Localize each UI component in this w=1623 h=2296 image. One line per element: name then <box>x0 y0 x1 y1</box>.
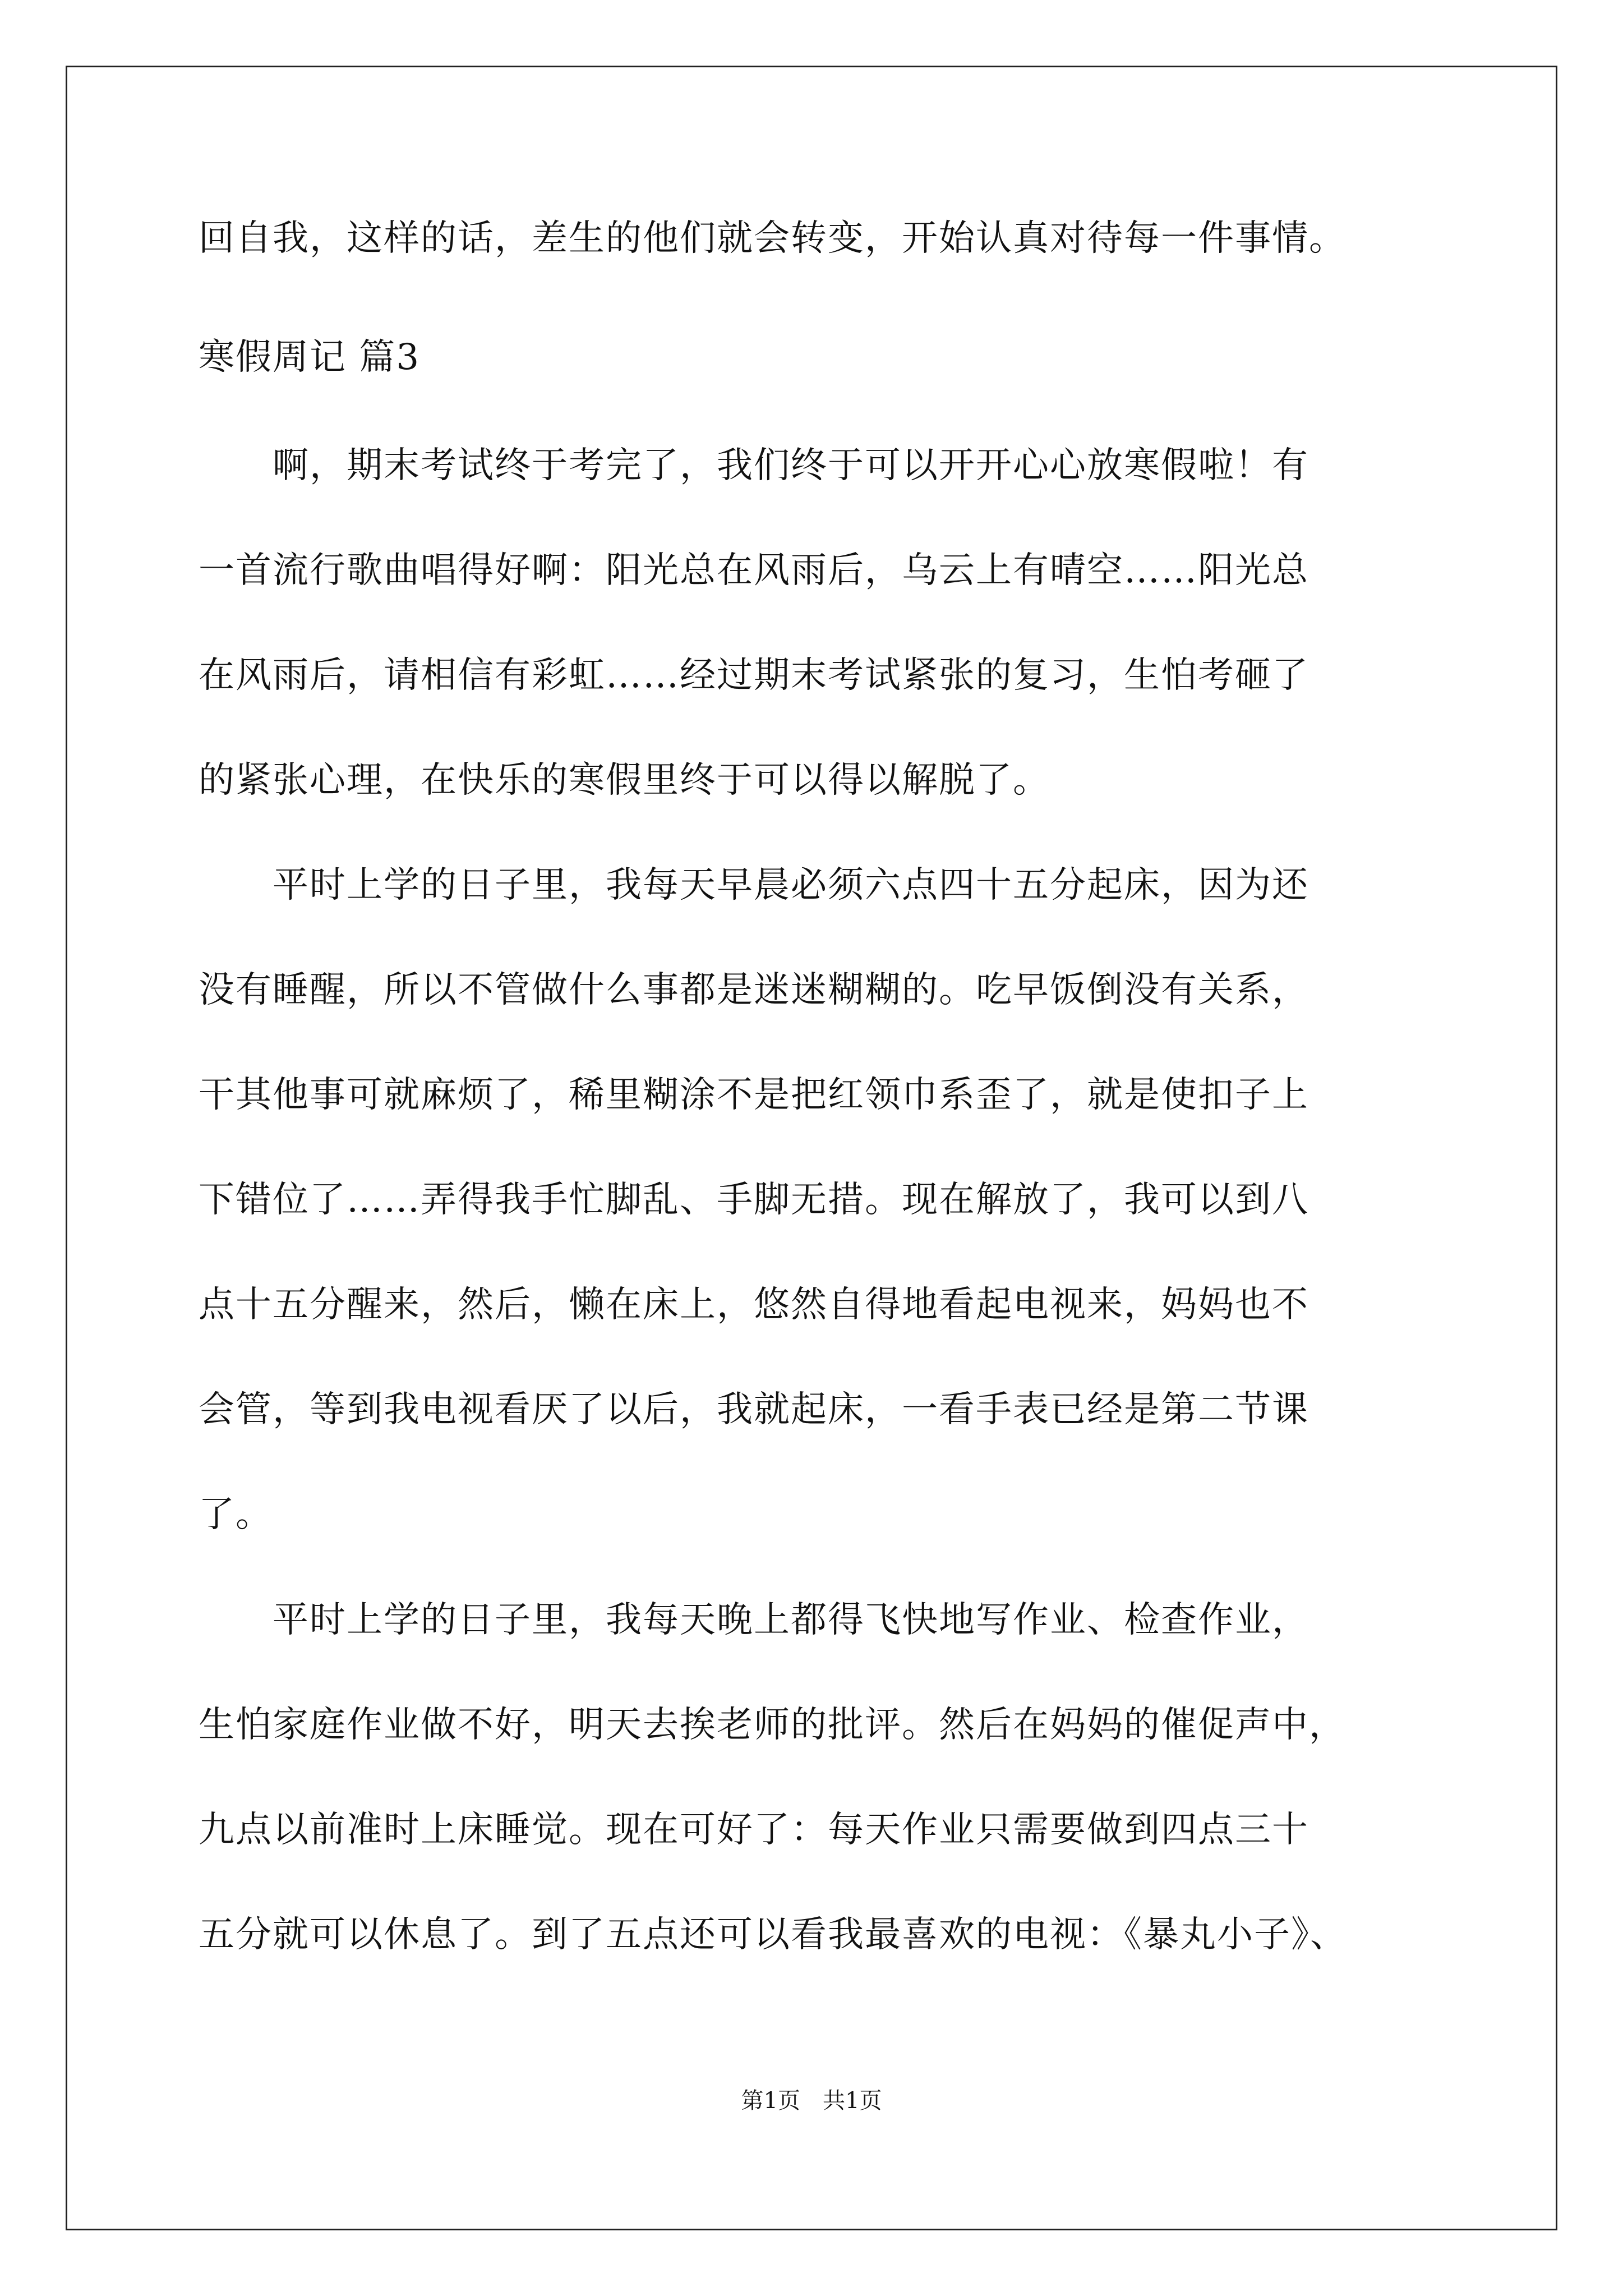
page-border <box>66 66 1557 2230</box>
page-number: 第1页 <box>741 2088 800 2114</box>
page-footer <box>0 2087 1623 2115</box>
text-line-17: 五分就可以休息了。到了五点还可以看我最喜欢的电视：《暴丸小子》、 <box>199 1914 1347 1955</box>
total-pages: 共1页 <box>823 2088 882 2114</box>
text-line-1: 回自我，这样的话，差生的他们就会转变，开始认真对待每一件事情。 <box>199 218 1346 259</box>
text-line-16: 九点以前准时上床睡觉。现在可好了：每天作业只需要做到四点三十 <box>199 1809 1309 1851</box>
text-line-9: 干其他事可就麻烦了，稀里糊涂不是把红领巾系歪了，就是使扣子上 <box>199 1074 1309 1116</box>
text-line-10: 下错位了……弄得我手忙脚乱、手脚无措。现在解放了，我可以到八 <box>199 1179 1309 1221</box>
text-line-6: 的紧张心理，在快乐的寒假里终于可以得以解脱了。 <box>199 760 1050 801</box>
section-heading: 寒假周记 篇3 <box>199 337 421 378</box>
text-line-8: 没有睡醒，所以不管做什么事都是迷迷糊糊的。吃早饭倒没有关系， <box>199 969 1309 1011</box>
text-line-3: 啊，期末考试终于考完了，我们终于可以开开心心放寒假啦！有 <box>199 445 1309 486</box>
text-line-11: 点十五分醒来，然后，懒在床上，悠然自得地看起电视来，妈妈也不 <box>199 1284 1309 1326</box>
text-line-12: 会管，等到我电视看厌了以后，我就起床，一看手表已经是第二节课 <box>199 1389 1309 1430</box>
text-line-5: 在风雨后，请相信有彩虹……经过期末考试紧张的复习，生怕考砸了 <box>199 655 1309 696</box>
text-line-4: 一首流行歌曲唱得好啊：阳光总在风雨后，乌云上有晴空……阳光总 <box>199 550 1309 591</box>
text-line-7: 平时上学的日子里，我每天早晨必须六点四十五分起床，因为还 <box>199 864 1309 906</box>
text-line-14: 平时上学的日子里，我每天晚上都得飞快地写作业、检查作业， <box>199 1599 1309 1641</box>
text-line-15: 生怕家庭作业做不好，明天去挨老师的批评。然后在妈妈的催促声中， <box>199 1704 1346 1746</box>
text-line-13: 了。 <box>199 1494 273 1535</box>
